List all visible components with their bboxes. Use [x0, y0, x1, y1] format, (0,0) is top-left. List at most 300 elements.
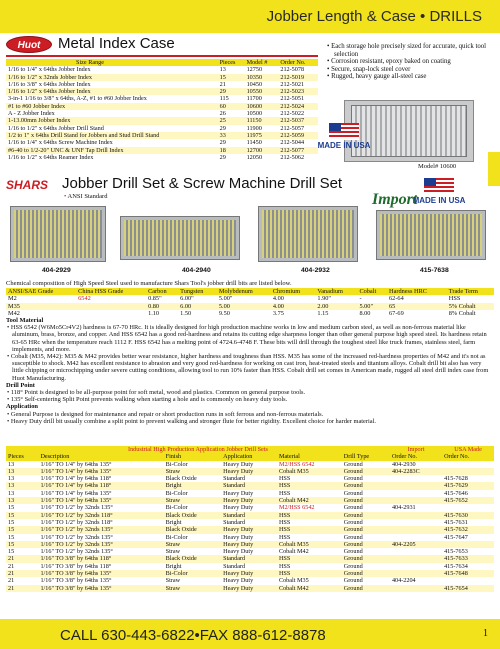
table-cell: 404-2930	[391, 460, 416, 468]
table-cell: Black Oxide	[165, 475, 197, 483]
table-row	[6, 154, 318, 161]
table-row	[6, 526, 494, 533]
flag-text: MADE IN USA	[317, 141, 371, 150]
notes-block	[6, 317, 494, 425]
column-header: Application	[221, 453, 277, 460]
table-cell: 65	[387, 303, 447, 310]
table-cell: 415-7630	[442, 512, 494, 519]
table-cell: HSS	[278, 533, 291, 541]
table-cell: Heavy Duty	[221, 468, 277, 475]
table-cell: -	[359, 295, 362, 303]
table-cell: Black Oxide	[164, 555, 222, 562]
table-cell: Ground	[342, 482, 390, 489]
table-cell: 1/16" TO 1/2" by 32nds 135°	[40, 533, 113, 541]
table-cell: 5.00	[217, 303, 271, 310]
column-header: Drill Type	[342, 453, 390, 460]
table-cell: 415-7629	[442, 482, 494, 489]
table-cell: 0.85"	[148, 295, 162, 303]
col-pieces: Pieces	[218, 59, 245, 66]
table-cell: 212-5051	[280, 95, 305, 103]
table-cell: 21	[8, 562, 15, 570]
table-cell	[390, 497, 442, 504]
table-cell: HSS	[278, 489, 291, 497]
table-cell: 415-7631	[444, 518, 468, 526]
table-cell: 33	[218, 132, 245, 139]
table-cell: 1/2 to 1" x 64ths Drill Stand for Jobbers and Stud Drill Stand	[6, 132, 218, 139]
table-row	[6, 95, 318, 102]
list-item: • Heavy Duty drill bit usually combine a split point to prevent walking and stronger flute for better rigidity. Excellent choice for harder material.	[7, 417, 377, 425]
table-cell: 415-7634	[444, 562, 468, 570]
table-row	[6, 103, 318, 110]
table-cell	[442, 541, 494, 548]
product-image-404-2940	[120, 216, 240, 260]
table-row	[6, 548, 494, 555]
product-label: 404-2932	[301, 267, 330, 274]
table-cell: 1-13.00mm Jobber Index	[6, 117, 218, 124]
table-cell: Bi-Color	[165, 533, 188, 541]
industrial-caption: Industrial High Production Application Jobber Drill Sets	[6, 446, 390, 453]
table-cell: 21	[8, 577, 15, 585]
table-cell	[390, 490, 442, 497]
table-row	[6, 117, 318, 124]
table-cell: 13	[8, 489, 15, 497]
case-features-list	[326, 43, 496, 81]
table-row	[6, 482, 494, 489]
table-cell: 13	[6, 497, 38, 504]
table-cell: 404-2283C	[390, 468, 442, 475]
table-cell: Ground	[342, 526, 390, 533]
table-row	[6, 585, 494, 592]
table-cell: 21	[6, 570, 38, 577]
table-cell: 415-7653	[444, 548, 468, 556]
table-cell: 212-5059	[278, 132, 318, 139]
table-cell: 212-5078	[280, 66, 305, 74]
table-cell: 1/16 to 1/4" x 64ths Jobber Index	[8, 66, 91, 74]
table-cell: Ground	[343, 548, 363, 556]
table-cell: 10550	[245, 88, 279, 95]
table-cell: 1/16 to 1/2" x 64ths Jobber Index	[6, 88, 218, 95]
table-cell: 13	[8, 460, 15, 468]
table-cell: HSS	[277, 570, 342, 577]
table-cell: 13	[8, 475, 15, 483]
table-cell: 1/16" TO 1/4" by 64ths 135°	[38, 468, 163, 475]
table-cell: 15	[8, 518, 15, 526]
table-cell: 1/16 to 1/2" x 32nds Jobber Index	[6, 74, 218, 81]
table-cell	[390, 570, 442, 577]
shars-logo: SHARS	[6, 178, 49, 192]
table-cell: 29	[219, 124, 226, 132]
table-cell: 9.50	[218, 310, 230, 318]
index-case-image	[344, 100, 474, 162]
table-cell: 1/16" TO 3/8" by 64ths 135°	[40, 577, 112, 585]
table-cell: Cobalt M42	[277, 497, 342, 504]
table-cell: 29	[218, 88, 245, 95]
table-cell: Ground	[343, 504, 363, 512]
table-cell: 1/16 to 1/2" x 64ths Reamer Index	[8, 153, 94, 161]
table-cell: Bright	[165, 562, 182, 570]
table-cell: 15	[8, 548, 15, 556]
list-item: • Rugged, heavy gauge all-steel case	[326, 73, 496, 81]
table-cell: 21	[219, 80, 226, 88]
table-cell	[390, 512, 442, 519]
table-cell	[442, 468, 494, 475]
table-cell: Straw	[164, 585, 222, 592]
table-cell: 13	[219, 66, 226, 74]
table-cell: 3.75	[272, 310, 284, 318]
table-row	[6, 490, 494, 497]
table-cell: 212-5077	[278, 147, 318, 154]
table-cell: 212-5023	[278, 88, 318, 95]
table-cell: 1/16" TO 3/8" by 64ths 118°	[38, 555, 163, 562]
table-cell: 15	[6, 526, 38, 533]
huot-logo: Huot	[6, 36, 52, 53]
column-header: China HSS Grade	[76, 288, 146, 295]
column-header: Chromium	[271, 288, 316, 295]
column-header: Order No.	[442, 453, 494, 460]
table-cell: 26	[219, 110, 226, 118]
table-cell: 415-7654	[442, 585, 494, 592]
table-cell: 1/16" TO 3/8" by 64ths 135°	[38, 585, 163, 592]
table-cell: 1/16" TO 1/2" by 32nds 135°	[38, 526, 163, 533]
table-row	[6, 555, 494, 562]
table-cell: Standard	[223, 475, 246, 483]
column-header: Hardness HRC	[387, 288, 447, 295]
table-cell: Cobalt M42	[277, 585, 342, 592]
table-cell: 5.00"	[357, 303, 387, 310]
table-cell: 5.00"	[218, 295, 233, 303]
table-cell: Heavy Duty	[223, 504, 254, 512]
table-cell: 21	[6, 585, 38, 592]
table-cell: Heavy Duty	[223, 533, 254, 541]
side-tab-marker	[488, 152, 500, 186]
table-row	[6, 66, 318, 73]
table-cell: Standard	[221, 512, 277, 519]
table-cell: Standard	[221, 555, 277, 562]
table-cell: 404-2205	[390, 541, 442, 548]
column-header: ANSI/SAE Grade	[6, 288, 76, 295]
table-cell: 11150	[245, 117, 279, 124]
table-cell	[390, 526, 442, 533]
table-cell: Bi-Color	[165, 504, 188, 512]
table-cell	[442, 504, 494, 511]
table-cell: Ground	[342, 585, 390, 592]
table-cell: #6-40 to 1/2-20" UNC & UNF Tap Drill Index	[6, 147, 218, 154]
table-cell: 1/16" TO 1/2" by 32nds 135°	[40, 548, 113, 556]
column-header: Cobalt	[357, 288, 387, 295]
table-cell: 1/16" TO 1/2" by 32nds 118°	[38, 512, 163, 519]
application-heading: Application	[6, 403, 38, 411]
table-cell: 11900	[246, 124, 262, 132]
table-cell: 212-5021	[280, 80, 305, 88]
list-item: • General Purpose is designed for maintenance and repair or short production runs in soft ferrous and non-ferrous materials.	[7, 410, 324, 418]
table-cell: Black Oxide	[164, 526, 222, 533]
chem-table	[6, 288, 494, 318]
table-cell: 1/16" TO 1/2" by 32nds 118°	[40, 518, 113, 526]
table-cell: 5% Cobalt	[447, 303, 494, 310]
table-cell: 1.10	[148, 310, 160, 318]
chem-caption: Chemical composition of High Speed Steel used to manufacture Shars Tool's jobber drill bits are listed below.	[6, 280, 292, 287]
table-cell: 415-7647	[444, 533, 468, 541]
table-header-row	[6, 59, 318, 66]
table-cell: 10350	[245, 74, 279, 81]
table-cell: 212-5057	[280, 124, 305, 132]
drill-point-heading: Drill Point	[6, 381, 35, 389]
table-row	[6, 81, 318, 88]
index-case-table	[6, 59, 318, 161]
table-cell: HSS	[278, 475, 291, 483]
table-cell: Standard	[221, 482, 277, 489]
table-header-row	[6, 453, 494, 460]
table-cell: Standard	[223, 562, 246, 570]
table-cell: Ground	[342, 512, 390, 519]
table-row	[6, 139, 318, 146]
table-row	[6, 110, 318, 117]
col-size-range: Size Range	[6, 59, 218, 66]
table-cell: Ground	[342, 497, 390, 504]
table-row	[6, 563, 494, 570]
tool-material-heading: Tool Material	[6, 317, 44, 324]
table-cell: 415-7628	[444, 475, 468, 483]
table-cell: Black Oxide	[164, 512, 222, 519]
table-cell: 15	[8, 504, 15, 512]
table-cell: 15	[218, 74, 245, 81]
svg-text:MADE IN USA: MADE IN USA	[412, 196, 466, 205]
column-header: Trade Term	[447, 288, 494, 295]
table-cell: Straw	[164, 468, 222, 475]
table-cell: 60	[218, 103, 245, 110]
table-cell: HSS	[448, 295, 461, 303]
table-row	[6, 570, 494, 577]
table-cell: 11450	[246, 139, 262, 147]
table-cell: 6542	[78, 295, 91, 303]
table-cell: 1/16" TO 1/4" by 64ths 135°	[38, 497, 163, 504]
table-cell: 29	[219, 153, 226, 161]
table-row	[6, 577, 494, 584]
table-cell: Bi-Color	[164, 570, 222, 577]
list-item: • Corrosion resistant, epoxy baked on coating	[326, 58, 496, 66]
table-cell: 0.80	[146, 303, 178, 310]
table-cell: Ground	[342, 468, 390, 475]
table-cell: 4.00	[271, 303, 316, 310]
table-cell	[390, 585, 442, 592]
product-image-415-7638	[376, 210, 486, 260]
table-row	[6, 504, 494, 511]
table-cell: Straw	[164, 497, 222, 504]
table-cell: Ground	[342, 555, 390, 562]
table-cell: M35	[6, 303, 76, 310]
table-cell: 115	[219, 95, 229, 103]
table-row	[6, 512, 494, 519]
table-cell: 1/16" TO 3/8" by 64ths 135°	[38, 570, 163, 577]
table-row	[6, 303, 494, 310]
table-cell: Heavy Duty	[221, 526, 277, 533]
table-cell: 1/16" TO 1/4" by 64ths 135°	[40, 489, 112, 497]
table-cell: Heavy Duty	[221, 585, 277, 592]
table-cell: 212-5019	[278, 74, 318, 81]
table-cell: Ground	[343, 489, 363, 497]
table-cell: 1.15	[317, 310, 329, 318]
table-cell: Ground	[343, 518, 363, 526]
table-cell: Cobalt M35	[277, 468, 342, 475]
table-row	[6, 541, 494, 548]
table-cell: 21	[6, 555, 38, 562]
table-cell: 10500	[246, 110, 263, 118]
table-cell: 8% Cobalt	[448, 310, 476, 318]
table-cell: Ground	[343, 475, 363, 483]
table-row	[6, 534, 494, 541]
usa-made-head: USA Made	[442, 446, 494, 453]
section-divider	[6, 55, 318, 57]
table-cell: Ground	[343, 533, 363, 541]
header-bar	[0, 0, 500, 33]
table-cell: 404-2931	[391, 504, 416, 512]
table-row	[6, 497, 494, 504]
table-cell	[390, 555, 442, 562]
table-cell: Ground	[342, 541, 390, 548]
import-label: Import	[372, 191, 418, 208]
table-cell: 212-5022	[280, 110, 305, 118]
table-cell: Heavy Duty	[221, 541, 277, 548]
table-row	[6, 475, 494, 482]
table-cell: 1/16 to 3/8" x 64ths Jobber Index	[8, 80, 91, 88]
table-cell: HSS	[278, 518, 291, 526]
list-item: • HSS 6542 (W6Mo5Cr4V2) hardness is 67-70 HRc. It is ideally designed for high production machine works in low and medium carbon steel, as well as non-ferrous material like aluminum, brass, bronze, and copper. And HSS 6542 has a good red-hardness and retains its cutting edge sharpness longer than other general purpose high speed steel. Its hardness retain 63-65 HRc when the temperature reach 1112 F. HSS 6542 has a melting point of 4724.6-4748 F. These bits will drill through the toughest steel like truck frames, stainless steel, farm implements, and more.	[7, 324, 487, 353]
list-item: • Each storage hole precisely sized for accurate, quick tool selection	[326, 43, 496, 58]
table-cell: 13	[6, 482, 38, 489]
product-label: 404-2940	[182, 267, 211, 274]
table-cell: 12050	[246, 153, 263, 161]
table-cell: 13	[6, 468, 38, 475]
table-cell: HSS	[278, 562, 291, 570]
made-in-usa-flag-icon	[412, 178, 466, 205]
table-cell: HSS	[277, 482, 342, 489]
table-cell: 2.00	[315, 303, 357, 310]
table-cell: 6.00"	[180, 295, 194, 303]
table-cell: Bright	[165, 518, 182, 526]
metal-index-case-title: Metal Index Case	[58, 35, 175, 52]
column-header: Finish	[164, 453, 222, 460]
column-header: Molybdenum	[217, 288, 271, 295]
product-label: 404-2929	[42, 267, 71, 274]
table-header-row	[6, 288, 494, 295]
table-cell: 29	[219, 139, 226, 147]
table-cell	[442, 461, 494, 468]
table-cell: 1/16" TO 1/4" by 64ths 118°	[38, 482, 163, 489]
table-row	[6, 519, 494, 526]
table-cell: Heavy Duty	[223, 460, 254, 468]
table-row	[6, 132, 318, 139]
table-cell: 1/16" TO 3/8" by 64ths 118°	[40, 562, 112, 570]
table-cell: 415-7632	[442, 526, 494, 533]
column-header: Tungsten	[178, 288, 217, 295]
table-cell: Bi-Color	[165, 460, 188, 468]
table-cell: M42	[8, 310, 20, 318]
table-cell: Straw	[164, 541, 222, 548]
table-cell: Cobalt M42	[278, 548, 309, 556]
page-title: Jobber Length & Case • DRILLS	[266, 8, 482, 25]
table-cell: 1/16" TO 1/4" by 64ths 118°	[40, 475, 112, 483]
drill-set-title: Jobber Drill Set & Screw Machine Drill Set	[62, 175, 343, 192]
table-cell	[442, 577, 494, 584]
table-cell	[390, 475, 442, 482]
table-cell: 67-69	[389, 310, 404, 318]
table-cell: 10450	[246, 80, 263, 88]
table-cell: 15	[8, 533, 15, 541]
table-cell: 6.00	[178, 303, 217, 310]
table-cell: 212-5024	[278, 103, 318, 110]
table-cell: M2/HSS 6542	[278, 460, 315, 468]
table-cell: 25	[218, 117, 245, 124]
list-item: • 118° Point is designed to be all-purpose point for soft metal, wood and plastics. Common on general purpose tools.	[7, 389, 306, 397]
table-row	[6, 88, 318, 95]
table-cell: Standard	[223, 518, 246, 526]
table-cell: Heavy Duty	[221, 497, 277, 504]
table-cell: Ground	[343, 562, 363, 570]
contact-info: CALL 630-443-6822•FAX 888-612-8878	[60, 627, 326, 644]
column-header: Carbon	[146, 288, 178, 295]
industrial-drill-sets-table	[6, 446, 494, 592]
table-cell: 4.00	[272, 295, 284, 303]
list-item: • Cobalt (M35, M42): M35 & M42 provides better wear resistance, higher hardness and toughness than HSS. M35 has some of the increased red-hardness properties of M42 and it's not as susceptible to shock. M42 has excellent resistance to abrasion and very good red-hardness for working on cast iron, heat-treated steels and titanium alloys. Cobalt drill bit also has very little chipping or microchipping under severe cutting conditions, allowing tool to run 10% faster than HSS. Cobalt drill set comes in American made, rugged all steel drill index case from Huot Manufacturing.	[7, 353, 489, 382]
table-row	[6, 468, 494, 475]
table-cell: A - Z Jobber Index	[8, 110, 55, 118]
column-header: Pieces	[6, 453, 38, 460]
table-cell	[390, 482, 442, 489]
table-cell: 8.00	[359, 310, 371, 318]
table-cell: 212-5062	[280, 153, 305, 161]
footer-bar	[0, 619, 500, 649]
table-cell: 404-2204	[391, 577, 416, 585]
table-cell	[76, 303, 146, 310]
list-item: • 135° Self-centering Split Point prevents walking when starting a hole and is commonly on heavy duty tools.	[7, 396, 288, 404]
product-label: 415-7638	[420, 267, 449, 274]
case-model-caption: Model# 10600	[418, 163, 457, 170]
table-cell	[390, 519, 442, 526]
col-model: Model #	[245, 59, 279, 66]
table-row	[6, 295, 494, 302]
table-cell: 415-7652	[442, 497, 494, 504]
column-header: Order No.	[390, 453, 442, 460]
table-cell: 1/16 to 1/4" x 64ths Screw Machine Index	[8, 139, 113, 147]
table-cell: 1/16 to 1/2" x 64ths Jobber Drill Stand	[8, 124, 104, 132]
table-cell: 415-7633	[442, 555, 494, 562]
table-cell: Bi-Color	[165, 489, 188, 497]
col-order-no: Order No.	[278, 59, 318, 66]
table-cell: Heavy Duty	[221, 570, 277, 577]
table-row	[6, 125, 318, 132]
ansi-standard-note: • ANSI Standard	[64, 193, 108, 200]
table-cell: Heavy Duty	[223, 548, 254, 556]
table-cell: Straw	[165, 548, 181, 556]
table-cell: 15	[6, 541, 38, 548]
table-cell: 3-in-1 1/16 to 3/8" x 64ths, A-Z, #1 to #60 Jobber Index	[8, 95, 147, 103]
column-header: Material	[277, 453, 342, 460]
table-cell	[390, 563, 442, 570]
table-cell: 1.50	[180, 310, 192, 318]
table-cell: 11700	[246, 95, 262, 103]
table-cell: 12700	[245, 147, 279, 154]
table-cell: 10600	[245, 103, 279, 110]
table-cell: 11975	[245, 132, 279, 139]
table-cell	[390, 548, 442, 555]
table-row	[6, 461, 494, 468]
table-row	[6, 147, 318, 154]
table-cell: M2/HSS 6542	[278, 504, 315, 512]
table-cell: Cobalt M35	[278, 577, 309, 585]
table-cell: 1/16" TO 1/2" by 32nds 135°	[38, 541, 163, 548]
table-cell: 415-7646	[444, 489, 468, 497]
table-cell: Cobalt M35	[277, 541, 342, 548]
